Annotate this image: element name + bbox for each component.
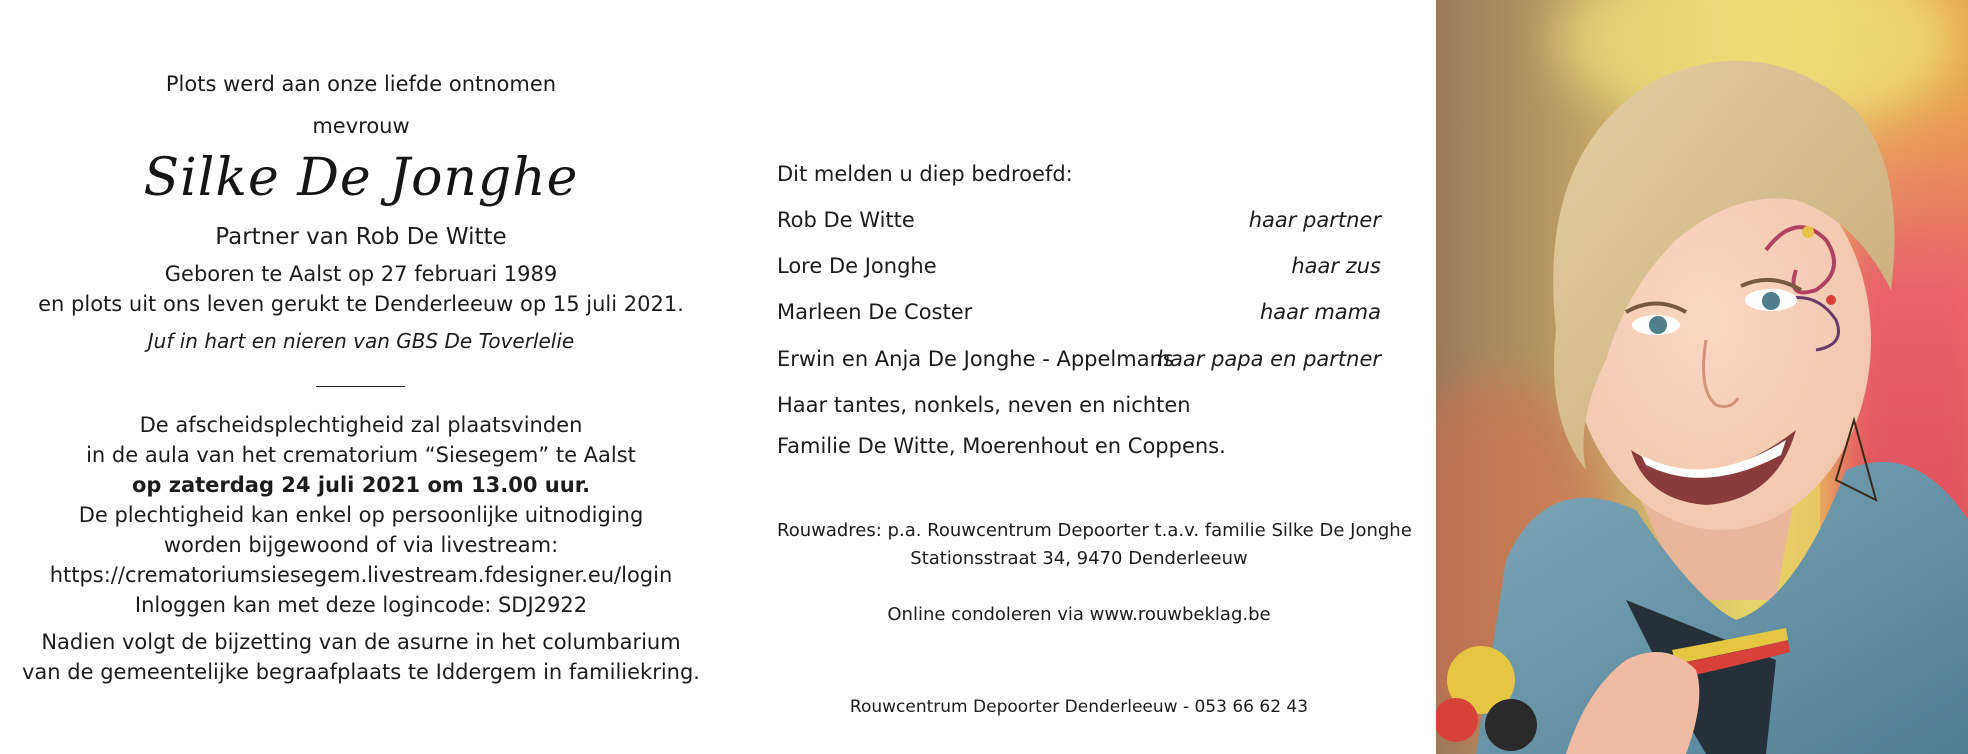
family-member-name: Rob De Witte: [777, 208, 915, 232]
family-intro: Dit melden u diep bedroefd:: [777, 162, 1073, 186]
login-code-line: Inloggen kan met deze logincode: SDJ2922: [134, 593, 588, 617]
honorific-title: mevrouw: [312, 114, 410, 138]
family-column: [777, 0, 1412, 754]
deceased-name: Silke De Jonghe: [143, 148, 579, 208]
family-member-row: [777, 300, 1381, 330]
family-member-relation: haar mama: [1259, 300, 1381, 324]
birth-line: Geboren te Aalst op 27 februari 1989: [164, 262, 558, 286]
portrait-photo: [1436, 0, 1968, 754]
family-member-row: [777, 208, 1381, 238]
family-member-row: [777, 347, 1381, 377]
burial-line-2: van de gemeentelijke begraafplaats te Iddergem in familiekring.: [22, 660, 700, 684]
family-member-relation: haar partner: [1248, 208, 1381, 232]
extended-family-1: Haar tantes, nonkels, neven en nichten: [777, 393, 1191, 417]
tribute-line: Juf in hart en nieren van GBS De Toverlelie: [147, 329, 575, 353]
partner-line: Partner van Rob De Witte: [215, 224, 507, 250]
invitation-line-2: worden bijgewoond of via livestream:: [163, 533, 559, 557]
family-member-name: Marleen De Coster: [777, 300, 973, 324]
family-member-name: Lore De Jonghe: [777, 254, 937, 278]
family-member-name: Erwin en Anja De Jonghe - Appelmans: [777, 347, 1174, 371]
family-member-relation: haar papa en partner: [1156, 347, 1381, 371]
livestream-url: https://crematoriumsiesegem.livestream.fdesigner.eu/login: [49, 563, 673, 587]
online-condolence: Online condoleren via www.rouwbeklag.be: [887, 604, 1271, 625]
ceremony-line-1: De afscheidsplechtigheid zal plaatsvinden: [139, 413, 583, 437]
announcement-column: [0, 0, 722, 754]
intro-text: Plots werd aan onze liefde ontnomen: [165, 72, 557, 96]
funeral-home-contact: Rouwcentrum Depoorter Denderleeuw - 053 66 62 43: [849, 697, 1309, 717]
invitation-line-1: De plechtigheid kan enkel op persoonlijke uitnodiging: [78, 503, 644, 527]
death-line: en plots uit ons leven gerukt te Denderleeuw op 15 juli 2021.: [38, 292, 684, 316]
mourning-address-2: Stationsstraat 34, 9470 Denderleeuw: [910, 548, 1248, 569]
portrait-illustration: [1436, 0, 1968, 754]
extended-family-2: Familie De Witte, Moerenhout en Coppens.: [777, 434, 1226, 458]
family-member-row: [777, 254, 1381, 284]
divider: [316, 386, 405, 387]
mourning-address-1: Rouwadres: p.a. Rouwcentrum Depoorter t.a.v. familie Silke De Jonghe: [777, 520, 1412, 541]
burial-line-1: Nadien volgt de bijzetting van de asurne in het columbarium: [41, 630, 681, 654]
ceremony-date: op zaterdag 24 juli 2021 om 13.00 uur.: [131, 473, 591, 497]
ceremony-line-2: in de aula van het crematorium “Siesegem” te Aalst: [86, 443, 636, 467]
family-member-relation: haar zus: [1291, 254, 1381, 278]
